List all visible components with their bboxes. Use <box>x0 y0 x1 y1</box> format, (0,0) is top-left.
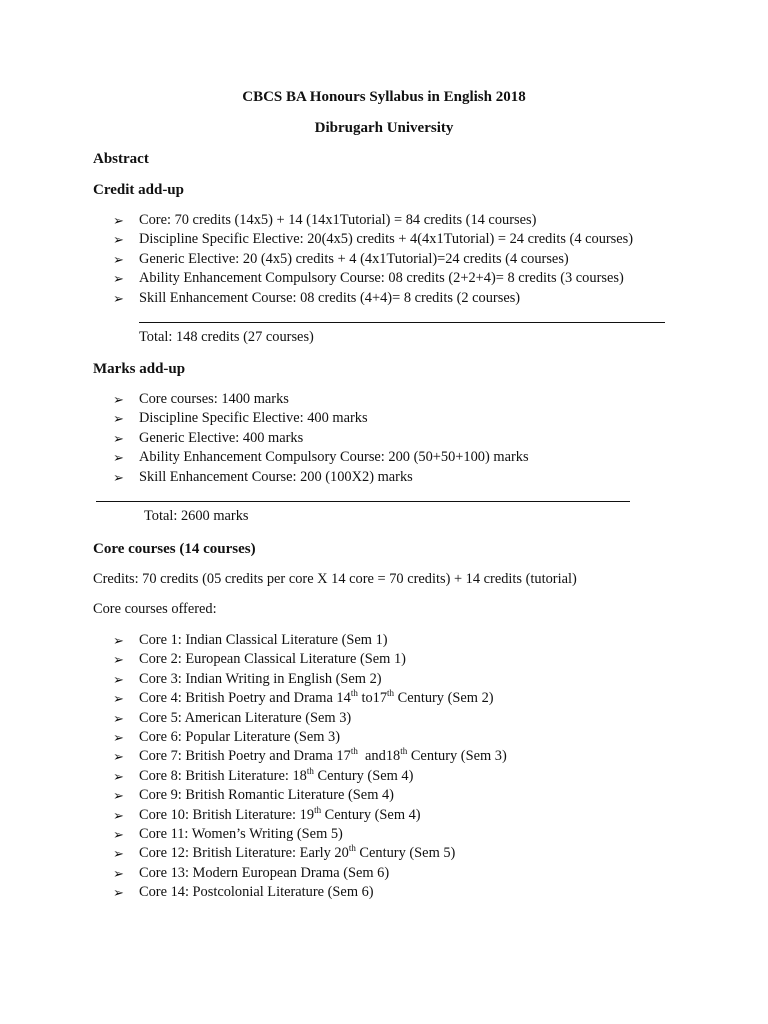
marks-total-divider <box>96 501 630 502</box>
arrowhead-bullet-icon: ➢ <box>113 826 124 842</box>
list-item: ➢ Core 14: Postcolonial Literature (Sem 6) <box>113 883 507 902</box>
list-item: ➢ Generic Elective: 20 (4x5) credits + 4 (4x1Tutorial)=24 credits (4 courses) <box>113 250 633 269</box>
credit-total: Total: 148 credits (27 courses) <box>139 329 314 345</box>
arrowhead-bullet-icon: ➢ <box>113 846 124 862</box>
marks-heading: Marks add-up <box>93 361 186 377</box>
arrowhead-bullet-icon: ➢ <box>113 469 124 485</box>
arrowhead-bullet-icon: ➢ <box>113 251 124 267</box>
document-title: CBCS BA Honours Syllabus in English 2018 <box>242 89 526 105</box>
abstract-heading: Abstract <box>93 151 149 167</box>
list-item: ➢ Ability Enhancement Compulsory Course: 08 credits (2+2+4)= 8 credits (3 courses) <box>113 269 633 288</box>
list-item: ➢ Core 13: Modern European Drama (Sem 6) <box>113 864 507 883</box>
arrowhead-bullet-icon: ➢ <box>113 290 124 306</box>
arrowhead-bullet-icon: ➢ <box>113 865 124 881</box>
list-item: ➢ Core courses: 1400 marks <box>113 390 529 409</box>
list-item: ➢ Core 7: British Poetry and Drama 17th and18th Century (Sem 3) <box>113 747 507 766</box>
arrowhead-bullet-icon: ➢ <box>113 430 124 446</box>
arrowhead-bullet-icon: ➢ <box>113 232 124 248</box>
list-item: ➢ Discipline Specific Elective: 20(4x5) credits + 4(4x1Tutorial) = 24 credits (4 courses) <box>113 230 633 249</box>
university-name: Dibrugarh University <box>314 120 454 136</box>
arrowhead-bullet-icon: ➢ <box>113 807 124 823</box>
arrowhead-bullet-icon: ➢ <box>113 885 124 901</box>
arrowhead-bullet-icon: ➢ <box>113 729 124 745</box>
list-item: ➢ Core 3: Indian Writing in English (Sem 2) <box>113 670 507 689</box>
arrowhead-bullet-icon: ➢ <box>113 652 124 668</box>
list-item: ➢ Core 10: British Literature: 19th Century (Sem 4) <box>113 806 507 825</box>
arrowhead-bullet-icon: ➢ <box>113 710 124 726</box>
list-item: ➢ Core 6: Popular Literature (Sem 3) <box>113 728 507 747</box>
core-heading: Core courses (14 courses) <box>93 541 256 557</box>
list-item: ➢ Ability Enhancement Compulsory Course: 200 (50+50+100) marks <box>113 448 529 467</box>
arrowhead-bullet-icon: ➢ <box>113 271 124 287</box>
arrowhead-bullet-icon: ➢ <box>113 450 124 466</box>
arrowhead-bullet-icon: ➢ <box>113 411 124 427</box>
list-item: ➢ Core 2: European Classical Literature (Sem 1) <box>113 650 507 669</box>
list-item: ➢ Discipline Specific Elective: 400 marks <box>113 409 529 428</box>
core-course-list <box>113 631 507 902</box>
credit-heading: Credit add-up <box>93 182 184 198</box>
list-item: ➢ Skill Enhancement Course: 08 credits (4+4)= 8 credits (2 courses) <box>113 289 633 308</box>
list-item: ➢ Core 9: British Romantic Literature (Sem 4) <box>113 786 507 805</box>
marks-total: Total: 2600 marks <box>144 508 249 524</box>
list-item: ➢ Core 12: British Literature: Early 20th Century (Sem 5) <box>113 844 507 863</box>
core-offered-label: Core courses offered: <box>93 601 217 617</box>
arrowhead-bullet-icon: ➢ <box>113 392 124 407</box>
credit-list <box>113 211 633 308</box>
list-item: ➢ Core 1: Indian Classical Literature (Sem 1) <box>113 631 507 650</box>
list-item: ➢ Generic Elective: 400 marks <box>113 429 529 448</box>
arrowhead-bullet-icon: ➢ <box>113 671 124 687</box>
credit-total-divider <box>139 322 665 323</box>
list-item: ➢ Core 8: British Literature: 18th Century (Sem 4) <box>113 767 507 786</box>
marks-list <box>113 390 529 487</box>
arrowhead-bullet-icon: ➢ <box>113 788 124 804</box>
list-item: ➢ Core: 70 credits (14x5) + 14 (14x1Tutorial) = 84 credits (14 courses) <box>113 211 633 230</box>
arrowhead-bullet-icon: ➢ <box>113 768 124 784</box>
list-item: ➢ Core 5: American Literature (Sem 3) <box>113 709 507 728</box>
core-credits-line: Credits: 70 credits (05 credits per core X 14 core = 70 credits) + 14 credits (tutorial) <box>93 571 577 587</box>
list-item: ➢ Core 11: Women’s Writing (Sem 5) <box>113 825 507 844</box>
list-item: ➢ Skill Enhancement Course: 200 (100X2) marks <box>113 468 529 487</box>
arrowhead-bullet-icon: ➢ <box>113 749 124 765</box>
arrowhead-bullet-icon: ➢ <box>113 633 124 648</box>
arrowhead-bullet-icon: ➢ <box>113 691 124 707</box>
list-item: ➢ Core 4: British Poetry and Drama 14th to17th Century (Sem 2) <box>113 689 507 708</box>
arrowhead-bullet-icon: ➢ <box>113 213 124 228</box>
